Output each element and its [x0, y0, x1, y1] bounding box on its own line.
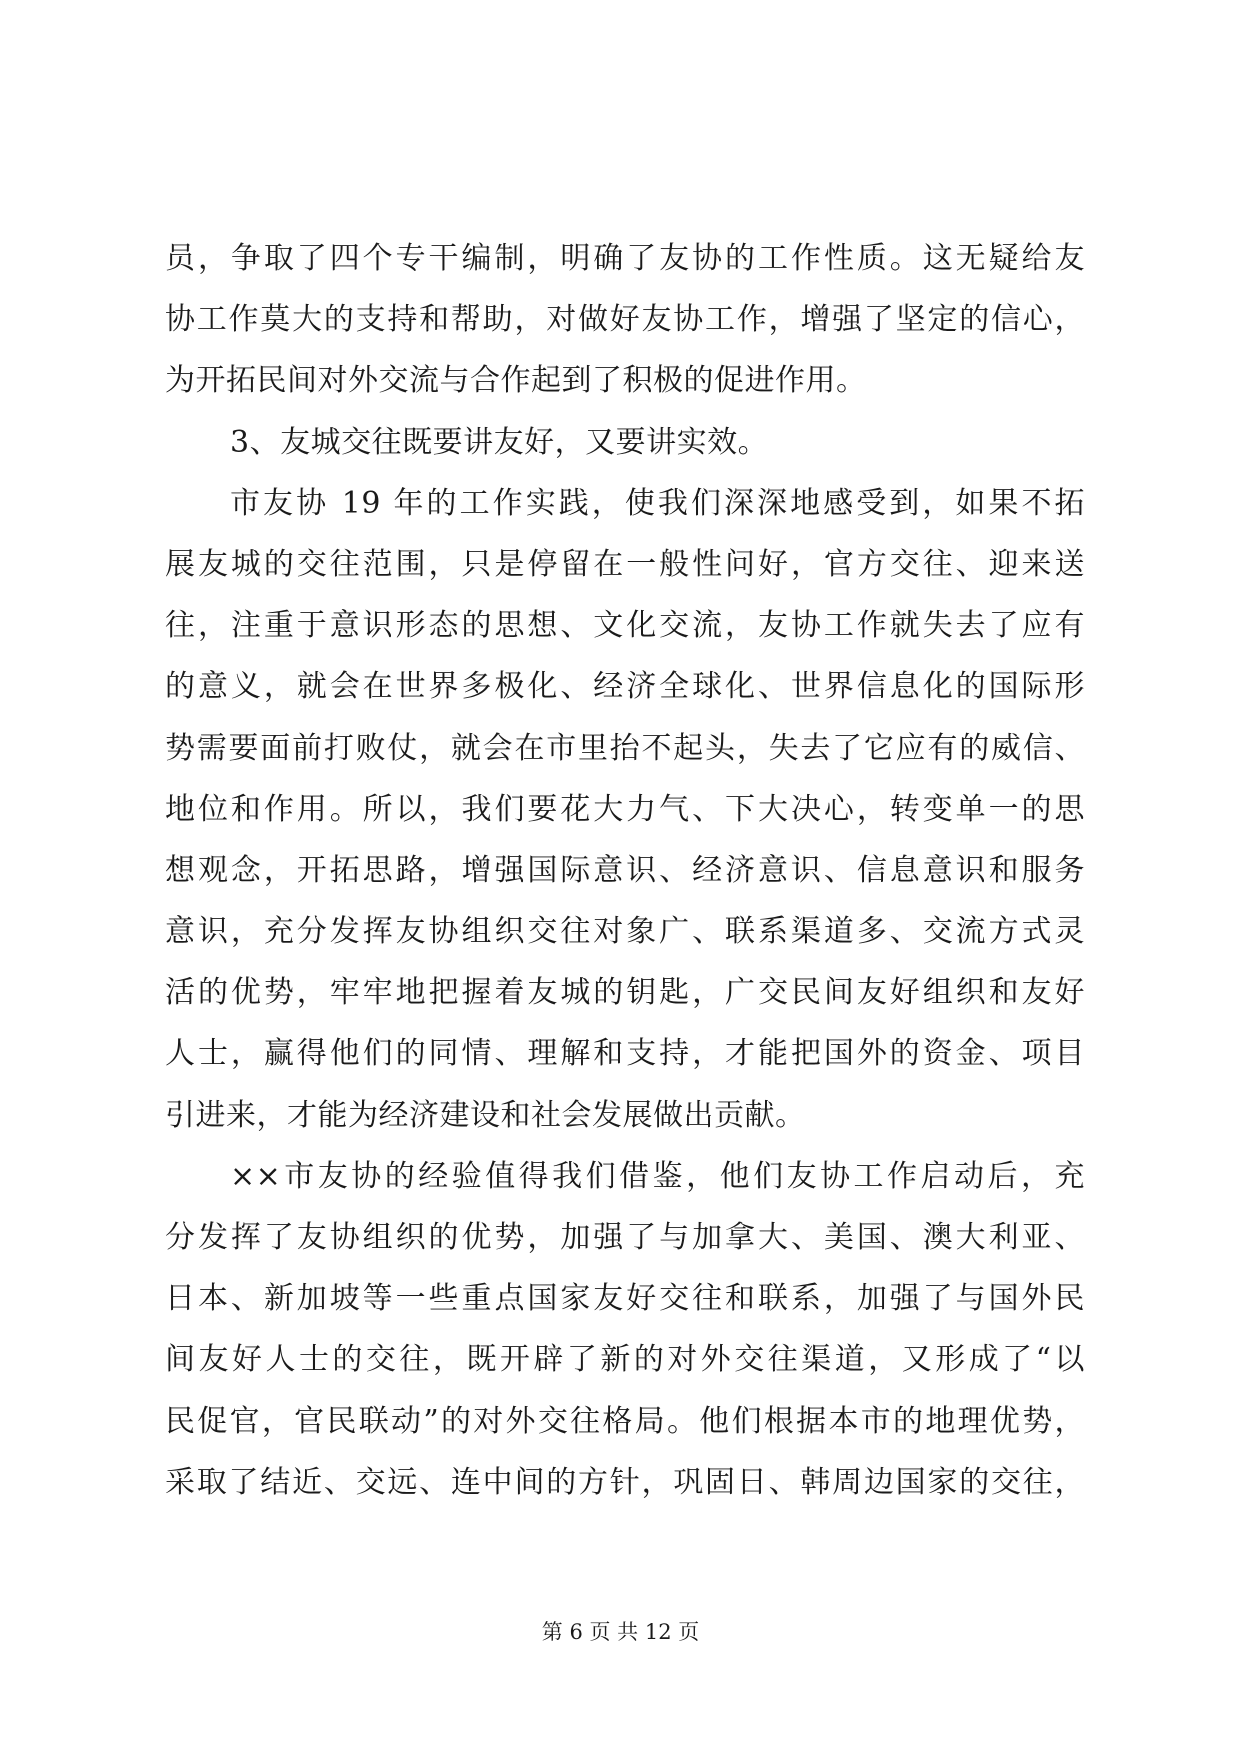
text-line-2: 协工作莫大的支持和帮助，对做好友协工作，增强了坚定的信心， — [165, 302, 1085, 338]
text-line-21: 采取了结近、交远、连中间的方针，巩固日、韩周边国家的交往， — [165, 1464, 1085, 1500]
text-line-18: 日本、新加坡等一些重点国家友好交往和联系，加强了与国外民 — [165, 1281, 1085, 1317]
text-line-8: 的意义，就会在世界多极化、经济全球化、世界信息化的国际形 — [165, 669, 1085, 705]
text-line-9: 势需要面前打败仗，就会在市里抬不起头，失去了它应有的威信、 — [165, 730, 1085, 766]
page-number-footer: 第 6 页 共 12 页 — [541, 1620, 700, 1644]
text-line-13: 活的优势，牢牢地把握着友城的钥匙，广交民间友好组织和友好 — [165, 975, 1085, 1011]
text-line-3: 为开拓民间对外交流与合作起到了积极的促进作用。 — [165, 363, 867, 399]
text-line-1: 员，争取了四个专干编制，明确了友协的工作性质。这无疑给友 — [165, 241, 1085, 276]
text-line-20: 民促官，官民联动”的对外交往格局。他们根据本市的地理优势， — [165, 1403, 1085, 1439]
text-line-16: ××市友协的经验值得我们借鉴，他们友协工作启动后，充 — [230, 1158, 1085, 1194]
text-line-14: 人士，赢得他们的同情、理解和支持，才能把国外的资金、项目 — [165, 1036, 1085, 1072]
document-body — [165, 228, 1085, 1513]
text-line-10: 地位和作用。所以，我们要花大力气、下大决心，转变单一的思 — [165, 791, 1085, 827]
section-heading: 3、友城交往既要讲友好，又要讲实效。 — [230, 424, 769, 460]
text-line-17: 分发挥了友协组织的优势，加强了与加拿大、美国、澳大利亚、 — [165, 1220, 1085, 1255]
text-line-12: 意识，充分发挥友协组织交往对象广、联系渠道多、交流方式灵 — [165, 914, 1085, 950]
text-line-15: 引进来，才能为经济建设和社会发展做出贡献。 — [165, 1097, 806, 1133]
text-line-6: 展友城的交往范围，只是停留在一般性问好，官方交往、迎来送 — [165, 546, 1085, 582]
text-line-11: 想观念，开拓思路，增强国际意识、经济意识、信息意识和服务 — [165, 852, 1085, 888]
text-line-7: 往，注重于意识形态的思想、文化交流，友协工作就失去了应有 — [165, 608, 1085, 644]
text-line-19: 间友好人士的交往，既开辟了新的对外交往渠道，又形成了“以 — [165, 1342, 1085, 1378]
text-line-5: 市友协 19 年的工作实践，使我们深深地感受到，如果不拓 — [230, 485, 1085, 521]
